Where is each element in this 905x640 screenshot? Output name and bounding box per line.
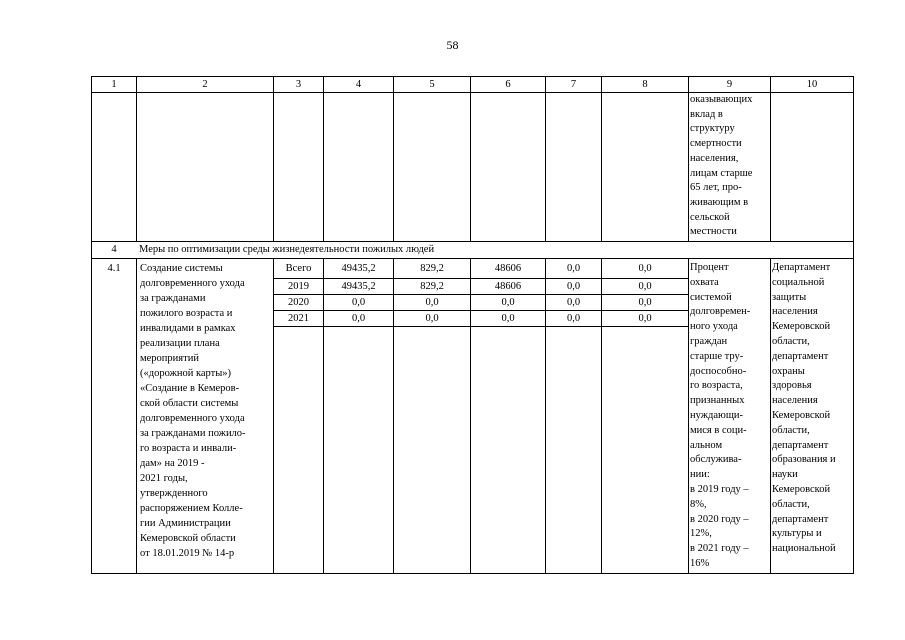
rule bbox=[601, 76, 602, 242]
finance-local: 0,0 bbox=[566, 313, 581, 324]
finance-local: 0,0 bbox=[566, 297, 581, 308]
rule bbox=[545, 76, 546, 242]
rule bbox=[273, 76, 274, 242]
rule bbox=[136, 76, 137, 242]
finance-local: 0,0 bbox=[566, 263, 581, 274]
finance-local: 0,0 bbox=[566, 281, 581, 292]
section-number: 4 bbox=[111, 244, 117, 255]
finance-regional: 0,0 bbox=[501, 313, 515, 324]
finance-federal: 0,0 bbox=[425, 297, 439, 308]
finance-regional: 0,0 bbox=[501, 297, 515, 308]
header-col-1: 1 bbox=[111, 79, 117, 90]
finance-year: 2021 bbox=[288, 313, 309, 324]
finance-year: Всего bbox=[285, 263, 312, 274]
finance-year: 2019 bbox=[288, 281, 309, 292]
rule bbox=[136, 258, 137, 574]
rule bbox=[770, 258, 771, 574]
finance-regional: 48606 bbox=[494, 281, 522, 292]
header-col-2: 2 bbox=[202, 79, 208, 90]
rule bbox=[91, 76, 92, 574]
finance-total: 0,0 bbox=[351, 313, 366, 324]
indicator-text: Процент охвата системой долговремен- ного ухода граждан старше тру- доспособно- го возраста, признанных нуждающи- мися в соци- альном обслужива- нии: в 2019 году – 8%, в 2020 году – 12%, в 2021 году – 16% bbox=[690, 262, 751, 569]
rule bbox=[688, 76, 689, 242]
finance-total: 49435,2 bbox=[341, 281, 376, 292]
finance-year: 2020 bbox=[288, 297, 309, 308]
rule bbox=[470, 76, 471, 242]
item-number: 4.1 bbox=[107, 263, 121, 274]
finance-other: 0,0 bbox=[638, 263, 652, 274]
rule bbox=[393, 76, 394, 242]
finance-federal: 829,2 bbox=[420, 263, 444, 274]
finance-federal: 829,2 bbox=[420, 281, 444, 292]
rule bbox=[323, 76, 324, 242]
header-col-8: 8 bbox=[642, 79, 648, 90]
finance-total: 0,0 bbox=[351, 297, 366, 308]
section-title: Меры по оптимизации среды жизнедеятельности пожилых людей bbox=[139, 244, 435, 255]
header-col-3: 3 bbox=[295, 79, 302, 90]
finance-other: 0,0 bbox=[638, 313, 652, 324]
executor-text: Департамент социальной защиты населения Кемеровской области, департамент охраны здоровья населения Кемеровской области, департамент образования и науки Кемеровской области, департамент культуры и национальной bbox=[772, 262, 836, 555]
rule bbox=[770, 76, 771, 242]
continued-indicator-text: оказывающих вклад в структуру смертности населения, лицам старше 65 лет, про- живающим в сельской местности bbox=[690, 94, 753, 238]
finance-federal: 0,0 bbox=[425, 313, 439, 324]
finance-other: 0,0 bbox=[638, 297, 652, 308]
header-col-5: 5 bbox=[429, 79, 435, 90]
header-col-4: 4 bbox=[355, 79, 362, 90]
header-col-10: 10 bbox=[806, 79, 818, 90]
header-col-9: 9 bbox=[726, 79, 733, 90]
rule bbox=[688, 258, 689, 574]
page-number: 58 bbox=[446, 38, 459, 52]
rule bbox=[91, 258, 854, 259]
rule bbox=[273, 326, 689, 327]
header-col-6: 6 bbox=[505, 79, 511, 90]
item-name: Создание системы долговременного ухода за гражданами пожилого возраста и инвалидами в рамках реализации плана мероприятий («дорожной карты») «Создание в Кемеров- ской области системы долговременного ухода за гражданами пожило- го возраста и инвали- дам» на 2019 - 2021 годы, утвержденного распоряжением Колле- гии Администрации Кемеровской области от 18.01.2019 № 14-р bbox=[140, 263, 246, 559]
finance-other: 0,0 bbox=[638, 281, 652, 292]
rule bbox=[91, 573, 854, 574]
finance-total: 49435,2 bbox=[341, 263, 376, 274]
header-col-7: 7 bbox=[570, 79, 577, 90]
finance-regional: 48606 bbox=[494, 263, 522, 274]
